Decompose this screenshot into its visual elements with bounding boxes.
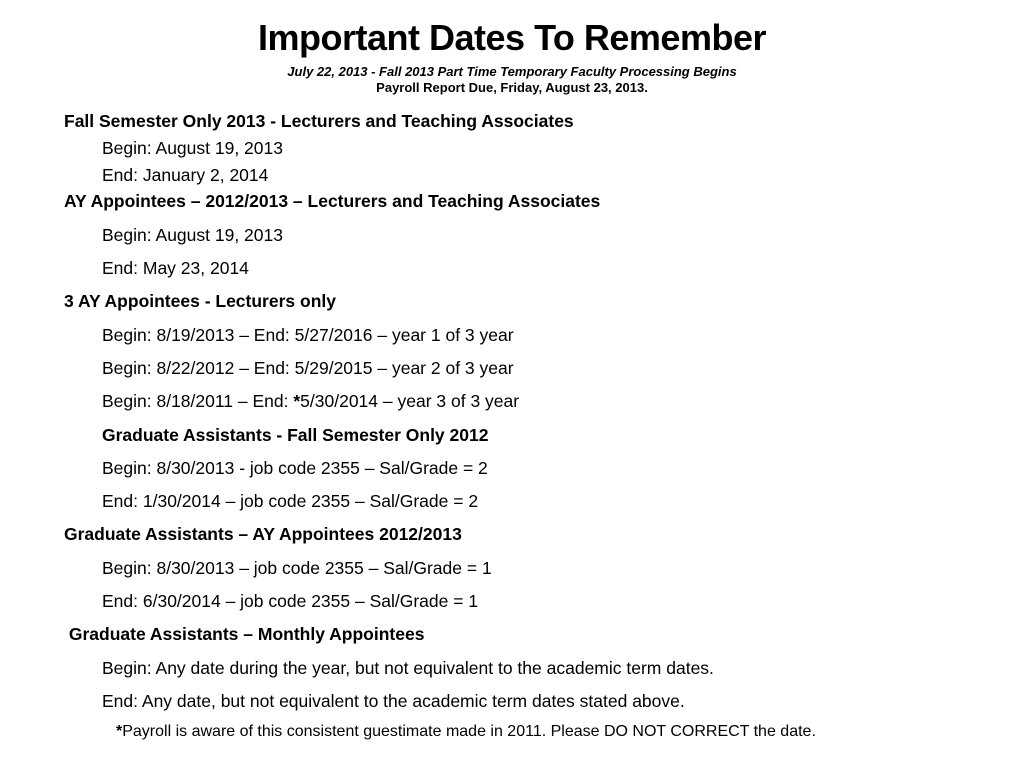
3ay-year-2: Begin: 8/22/2012 – End: 5/29/2015 – year 2 of 3 year <box>102 358 514 378</box>
section-heading-ga-ay-appointees: Graduate Assistants – AY Appointees 2012/2013 <box>64 524 462 544</box>
section-heading-ga-monthly: Graduate Assistants – Monthly Appointees <box>64 624 425 644</box>
ga-ay-end: End: 6/30/2014 – job code 2355 – Sal/Grade = 1 <box>102 591 479 611</box>
3ay-year-3-prefix: Begin: 8/18/2011 – End: <box>102 391 294 411</box>
footnote-asterisk: * <box>116 723 123 740</box>
ga-monthly-begin: Begin: Any date during the year, but not equivalent to the academic term dates. <box>102 658 714 678</box>
subtitle-line-1: July 22, 2013 - Fall 2013 Part Time Temporary Faculty Processing Begins <box>287 64 737 79</box>
ay-appointees-end: End: May 23, 2014 <box>102 258 249 278</box>
fall-semester-end: End: January 2, 2014 <box>102 165 269 185</box>
3ay-year-1: Begin: 8/19/2013 – End: 5/27/2016 – year 1 of 3 year <box>102 325 514 345</box>
section-heading-ay-appointees: AY Appointees – 2012/2013 – Lecturers and Teaching Associates <box>64 191 601 211</box>
page-title: Important Dates To Remember <box>258 17 766 58</box>
footnote-text: Payroll is aware of this consistent guestimate made in 2011. Please DO NOT CORRECT the date. <box>122 723 816 740</box>
subtitle <box>0 64 1024 96</box>
section-heading-3-ay-appointees: 3 AY Appointees - Lecturers only <box>64 291 336 311</box>
ga-fall-begin: Begin: 8/30/2013 - job code 2355 – Sal/Grade = 2 <box>102 458 488 478</box>
fall-semester-begin: Begin: August 19, 2013 <box>102 138 283 158</box>
ga-ay-begin: Begin: 8/30/2013 – job code 2355 – Sal/Grade = 1 <box>102 558 492 578</box>
ga-fall-end: End: 1/30/2014 – job code 2355 – Sal/Grade = 2 <box>102 491 479 511</box>
footnote <box>116 722 816 742</box>
ga-monthly-end: End: Any date, but not equivalent to the academic term dates stated above. <box>102 691 685 711</box>
3ay-year-3 <box>102 390 519 412</box>
subtitle-line-2: Payroll Report Due, Friday, August 23, 2013. <box>376 80 648 95</box>
3ay-year-3-suffix: 5/30/2014 – year 3 of 3 year <box>300 391 520 411</box>
section-heading-fall-semester: Fall Semester Only 2013 - Lecturers and Teaching Associates <box>64 111 574 131</box>
section-heading-ga-fall-semester: Graduate Assistants - Fall Semester Only 2012 <box>102 425 489 445</box>
ay-appointees-begin: Begin: August 19, 2013 <box>102 225 283 245</box>
asterisk-mark: * <box>293 391 301 411</box>
